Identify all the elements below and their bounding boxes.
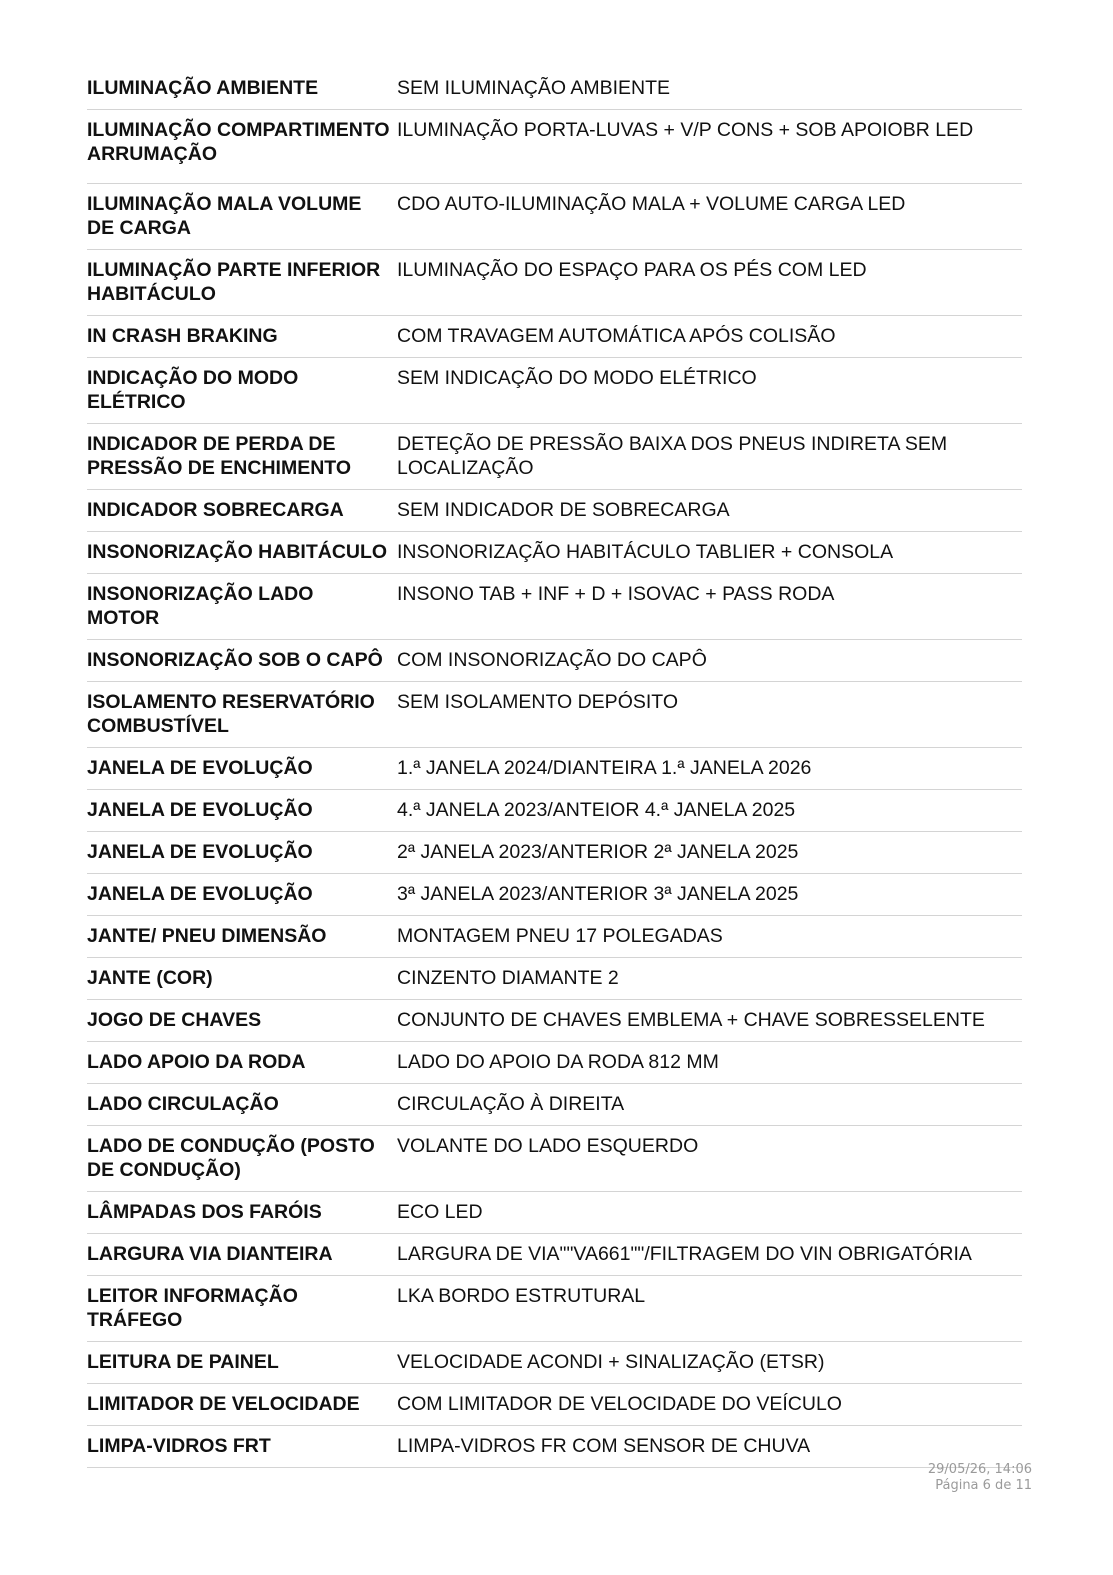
row-key: ILUMINAÇÃO AMBIENTE (87, 68, 397, 110)
row-value: SEM INDICADOR DE SOBRECARGA (397, 490, 1022, 532)
table-row (87, 832, 1022, 874)
row-key: INSONORIZAÇÃO SOB O CAPÔ (87, 640, 397, 682)
row-value: 3ª JANELA 2023/ANTERIOR 3ª JANELA 2025 (397, 874, 1022, 916)
row-value: COM LIMITADOR DE VELOCIDADE DO VEÍCULO (397, 1384, 1022, 1426)
row-value: ILUMINAÇÃO PORTA-LUVAS + V/P CONS + SOB APOIOBR LED (397, 110, 1022, 184)
row-key: JANELA DE EVOLUÇÃO (87, 790, 397, 832)
row-key: LIMITADOR DE VELOCIDADE (87, 1384, 397, 1426)
row-value: MONTAGEM PNEU 17 POLEGADAS (397, 916, 1022, 958)
table-row (87, 682, 1022, 748)
row-key: LADO APOIO DA RODA (87, 1042, 397, 1084)
row-key: LÂMPADAS DOS FARÓIS (87, 1192, 397, 1234)
row-key: LADO CIRCULAÇÃO (87, 1084, 397, 1126)
row-key: INDICADOR DE PERDA DE PRESSÃO DE ENCHIMENTO (87, 424, 397, 490)
table-row (87, 358, 1022, 424)
row-value: VOLANTE DO LADO ESQUERDO (397, 1126, 1022, 1192)
row-key: ISOLAMENTO RESERVATÓRIO COMBUSTÍVEL (87, 682, 397, 748)
row-value: SEM INDICAÇÃO DO MODO ELÉTRICO (397, 358, 1022, 424)
row-value: CDO AUTO-ILUMINAÇÃO MALA + VOLUME CARGA LED (397, 184, 1022, 250)
row-value: LKA BORDO ESTRUTURAL (397, 1276, 1022, 1342)
table-row (87, 68, 1022, 110)
row-key: INDICAÇÃO DO MODO ELÉTRICO (87, 358, 397, 424)
row-key: ILUMINAÇÃO PARTE INFERIOR HABITÁCULO (87, 250, 397, 316)
table-row (87, 958, 1022, 1000)
table-row (87, 1126, 1022, 1192)
table-row (87, 748, 1022, 790)
table-row (87, 1426, 1022, 1468)
row-key: ILUMINAÇÃO COMPARTIMENTO ARRUMAÇÃO (87, 110, 397, 184)
table-row (87, 532, 1022, 574)
row-key: JANELA DE EVOLUÇÃO (87, 748, 397, 790)
row-key: LADO DE CONDUÇÃO (POSTO DE CONDUÇÃO) (87, 1126, 397, 1192)
spec-table-body (87, 68, 1022, 1468)
table-row (87, 316, 1022, 358)
table-row (87, 490, 1022, 532)
table-row (87, 1384, 1022, 1426)
row-value: 4.ª JANELA 2023/ANTEIOR 4.ª JANELA 2025 (397, 790, 1022, 832)
row-key: JOGO DE CHAVES (87, 1000, 397, 1042)
table-row (87, 916, 1022, 958)
table-row (87, 1276, 1022, 1342)
table-row (87, 1342, 1022, 1384)
row-key: JANELA DE EVOLUÇÃO (87, 874, 397, 916)
spec-table (87, 68, 1022, 1468)
row-key: JANELA DE EVOLUÇÃO (87, 832, 397, 874)
table-row (87, 874, 1022, 916)
row-value: VELOCIDADE ACONDI + SINALIZAÇÃO (ETSR) (397, 1342, 1022, 1384)
table-row (87, 790, 1022, 832)
row-value: COM INSONORIZAÇÃO DO CAPÔ (397, 640, 1022, 682)
row-key: LEITURA DE PAINEL (87, 1342, 397, 1384)
row-value: LARGURA DE VIA""VA661""/FILTRAGEM DO VIN OBRIGATÓRIA (397, 1234, 1022, 1276)
row-value: INSONORIZAÇÃO HABITÁCULO TABLIER + CONSOLA (397, 532, 1022, 574)
row-key: LIMPA-VIDROS FRT (87, 1426, 397, 1468)
row-value: LADO DO APOIO DA RODA 812 MM (397, 1042, 1022, 1084)
row-value: SEM ISOLAMENTO DEPÓSITO (397, 682, 1022, 748)
table-row (87, 574, 1022, 640)
row-value: CINZENTO DIAMANTE 2 (397, 958, 1022, 1000)
row-value: CIRCULAÇÃO À DIREITA (397, 1084, 1022, 1126)
page-footer (928, 1462, 1032, 1494)
row-key: INSONORIZAÇÃO LADO MOTOR (87, 574, 397, 640)
row-value: DETEÇÃO DE PRESSÃO BAIXA DOS PNEUS INDIRETA SEM LOCALIZAÇÃO (397, 424, 1022, 490)
row-key: JANTE (COR) (87, 958, 397, 1000)
table-row (87, 1192, 1022, 1234)
row-key: LARGURA VIA DIANTEIRA (87, 1234, 397, 1276)
row-key: INSONORIZAÇÃO HABITÁCULO (87, 532, 397, 574)
row-key: IN CRASH BRAKING (87, 316, 397, 358)
table-row (87, 1042, 1022, 1084)
table-row (87, 1234, 1022, 1276)
row-value: COM TRAVAGEM AUTOMÁTICA APÓS COLISÃO (397, 316, 1022, 358)
page-number: Página 6 de 11 (935, 1478, 1032, 1493)
row-key: ILUMINAÇÃO MALA VOLUME DE CARGA (87, 184, 397, 250)
row-value: ECO LED (397, 1192, 1022, 1234)
row-value: INSONO TAB + INF + D + ISOVAC + PASS RODA (397, 574, 1022, 640)
row-value: ILUMINAÇÃO DO ESPAÇO PARA OS PÉS COM LED (397, 250, 1022, 316)
row-value: 1.ª JANELA 2024/DIANTEIRA 1.ª JANELA 2026 (397, 748, 1022, 790)
table-row (87, 110, 1022, 184)
row-key: INDICADOR SOBRECARGA (87, 490, 397, 532)
table-row (87, 250, 1022, 316)
row-value: LIMPA-VIDROS FR COM SENSOR DE CHUVA (397, 1426, 1022, 1468)
table-row (87, 184, 1022, 250)
table-row (87, 1000, 1022, 1042)
row-value: 2ª JANELA 2023/ANTERIOR 2ª JANELA 2025 (397, 832, 1022, 874)
print-datetime: 29/05/26, 14:06 (927, 1462, 1032, 1477)
table-row (87, 1084, 1022, 1126)
row-value: SEM ILUMINAÇÃO AMBIENTE (397, 68, 1022, 110)
table-row (87, 424, 1022, 490)
table-row (87, 640, 1022, 682)
row-value: CONJUNTO DE CHAVES EMBLEMA + CHAVE SOBRESSELENTE (397, 1000, 1022, 1042)
row-key: JANTE/ PNEU DIMENSÃO (87, 916, 397, 958)
row-key: LEITOR INFORMAÇÃO TRÁFEGO (87, 1276, 397, 1342)
